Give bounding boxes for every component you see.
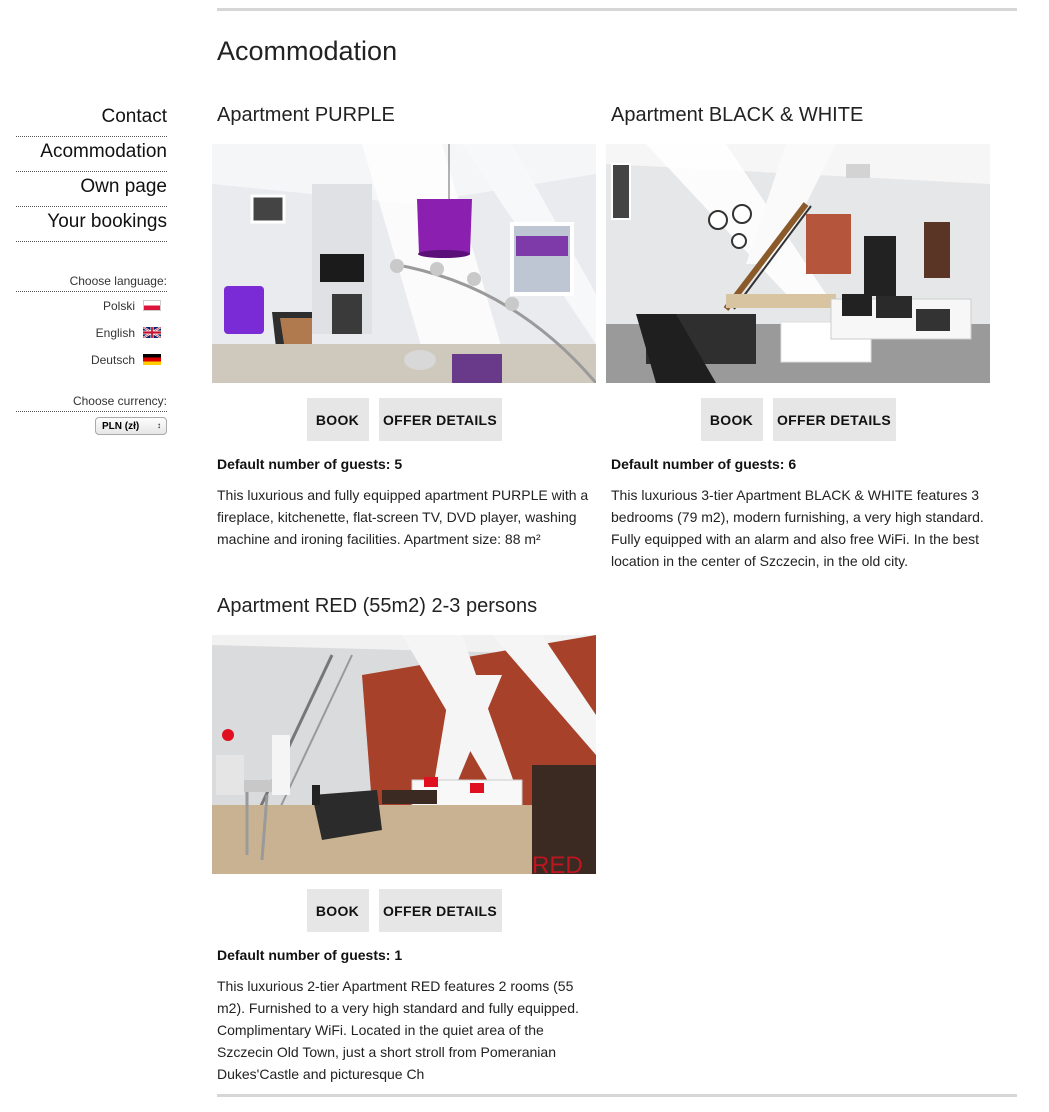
select-arrows-icon: ↕ (157, 420, 161, 430)
svg-text:RED: RED (532, 852, 583, 874)
offer-actions (606, 398, 990, 441)
language-polski-label: Polski (102, 298, 135, 313)
currency-selected-value: PLN (zł) (102, 420, 140, 432)
offer-description: This luxurious 2-tier Apartment RED features 2 rooms (55 m2). Furnished to a very high standard and fully equipped. Complimentary WiFi. Located in the quiet area of the Szczecin Old Town, just a short stroll from Pomeranian Dukes'Castle and picturesque Ch (217, 978, 579, 1082)
offer-title: Apartment BLACK & WHITE (611, 104, 864, 126)
book-button[interactable]: BOOK (701, 398, 763, 441)
offer-card-black-white (606, 103, 990, 572)
bottom-divider (217, 1094, 1017, 1097)
nav-contact[interactable]: Contact (16, 103, 167, 137)
offer-title: Apartment RED (55m2) 2-3 persons (217, 595, 538, 617)
nav-your-bookings[interactable]: Your bookings (16, 208, 167, 242)
offer-card-purple (212, 103, 596, 550)
page-title: Acommodation (217, 36, 398, 66)
offer-description: This luxurious 3-tier Apartment BLACK & WHITE features 3 bedrooms (79 m2), modern furnishing, a very high standard. Fully equipped with an alarm and also free WiFi. In the best location in the center of Szczecin, in the old city. (611, 487, 984, 569)
offer-photo-purple[interactable] (212, 144, 596, 383)
offer-actions (212, 889, 596, 932)
offer-details-button[interactable]: OFFER DETAILS (379, 889, 502, 932)
language-deutsch-label: Deutsch (90, 352, 135, 367)
offer-photo-black-white[interactable] (606, 144, 990, 383)
flag-germany-icon (143, 354, 161, 365)
offer-description: This luxurious and fully equipped apartment PURPLE with a fireplace, kitchenette, flat-screen TV, DVD player, washing machine and ironing facilities. Apartment size: 88 m² (217, 487, 589, 547)
flag-uk-icon (143, 327, 161, 338)
currency-select[interactable] (95, 417, 167, 435)
language-polski[interactable] (16, 292, 167, 319)
offer-details-button[interactable]: OFFER DETAILS (379, 398, 502, 441)
default-guests: Default number of guests: 6 (611, 456, 797, 472)
offer-card-red (212, 594, 596, 1085)
offer-photo-red[interactable] (212, 635, 596, 874)
nav-acommodation[interactable]: Acommodation (16, 138, 167, 172)
default-guests: Default number of guests: 1 (217, 947, 403, 963)
top-divider (217, 8, 1017, 11)
nav-own-page[interactable]: Own page (16, 173, 167, 207)
offer-actions (212, 398, 596, 441)
sidebar (16, 103, 167, 435)
language-english[interactable] (16, 319, 167, 346)
book-button[interactable]: BOOK (307, 889, 369, 932)
book-button[interactable]: BOOK (307, 398, 369, 441)
default-guests: Default number of guests: 5 (217, 456, 403, 472)
language-deutsch[interactable] (16, 346, 167, 373)
offer-title: Apartment PURPLE (217, 104, 395, 126)
offer-details-button[interactable]: OFFER DETAILS (773, 398, 896, 441)
flag-poland-icon (143, 300, 161, 311)
language-english-label: English (95, 325, 135, 340)
language-label: Choose language: (16, 270, 167, 292)
currency-label: Choose currency: (16, 390, 167, 412)
